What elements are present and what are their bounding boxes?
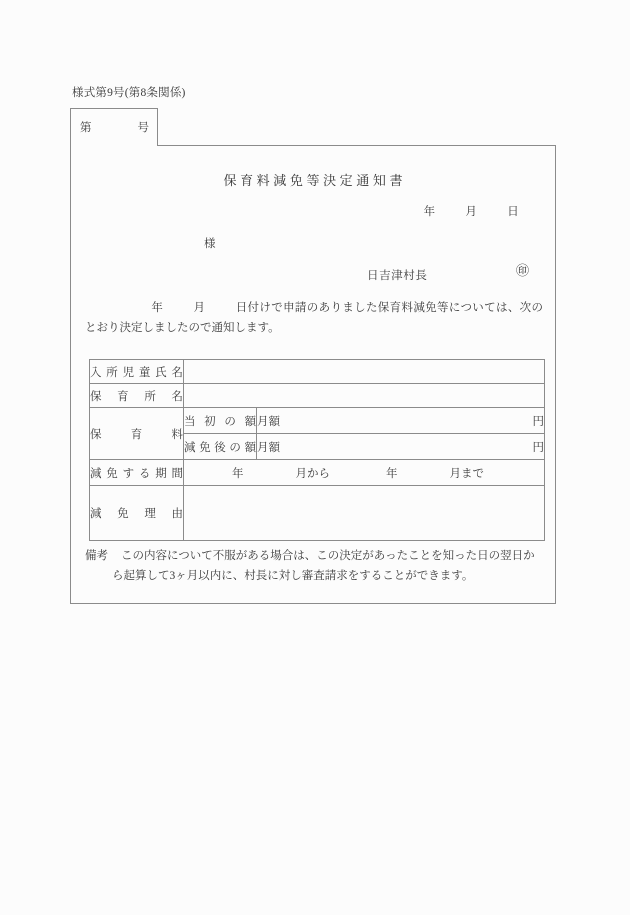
issue-date-day-label: 日 [507,206,519,218]
issuer-name: 日吉津村長 [367,270,428,282]
period-label: 減免する期間 [90,460,184,486]
child-name-value[interactable] [184,360,545,384]
addressee-honorific: 様 [204,238,216,250]
period-year-to-label: 年 [386,467,398,480]
notification-frame [70,145,556,604]
period-inner [184,465,484,481]
table-row-child-name [90,360,545,384]
body-paragraph [85,298,543,338]
document-number-prefix-label: 第 [80,122,92,134]
document-number-suffix-label: 号 [137,122,149,134]
remarks-section [85,546,539,586]
body-month-label: 月 [193,302,206,314]
period-month-to-label: 月まで [449,467,484,480]
remarks-line-1: この内容について不服がある場合は、この決定があったことを知った日の翌日か [121,550,535,562]
fee-label: 保育料 [90,408,184,460]
remarks-label: 備考 [85,550,108,562]
issue-date-line [424,203,519,219]
reduced-amount-cell[interactable] [257,434,545,460]
issue-date-year-label: 年 [423,206,436,218]
original-amount-unit: 円 [532,415,544,428]
table-row-original-amount [90,408,545,434]
period-month-from-label: 月から [295,467,330,480]
reduced-amount-unit: 円 [532,441,544,454]
document-number-inner [80,119,149,135]
original-amount-monthly-label: 月額 [257,415,280,428]
document-number-box [70,108,158,146]
original-amount-cell[interactable] [257,408,545,434]
body-year-label: 年 [151,302,164,314]
nursery-name-value[interactable] [184,384,545,408]
seal-icon: ㊞ [516,263,530,278]
body-text: 日付けで申請のありました保育料減免等については、次のとおり決定しましたので通知します。 [85,302,543,334]
nursery-name-label: 保育所名 [90,384,184,408]
period-year-from-label: 年 [232,467,244,480]
reduced-amount-monthly-label: 月額 [257,441,280,454]
remarks-line-2: ら起算して3ヶ月以内に、村長に対し審査請求をすることができます。 [112,570,474,582]
reduced-amount-label: 減免後の額 [184,434,257,460]
original-amount-label: 当初の額 [184,408,257,434]
issue-date-month-label: 月 [465,206,478,218]
decision-table [89,359,545,541]
child-name-label: 入所児童氏名 [90,360,184,384]
reduced-amount-inner [257,439,544,455]
reason-label: 減免理由 [90,486,184,541]
reason-value[interactable] [184,486,545,541]
document-title: 保育料減免等決定通知書 [223,173,407,188]
table-row-reason [90,486,545,541]
original-amount-inner [257,413,544,429]
period-cell[interactable] [184,460,545,486]
table-row-period [90,460,545,486]
form-caption: 様式第9号(第8条関係) [72,87,186,99]
table-row-nursery-name [90,384,545,408]
